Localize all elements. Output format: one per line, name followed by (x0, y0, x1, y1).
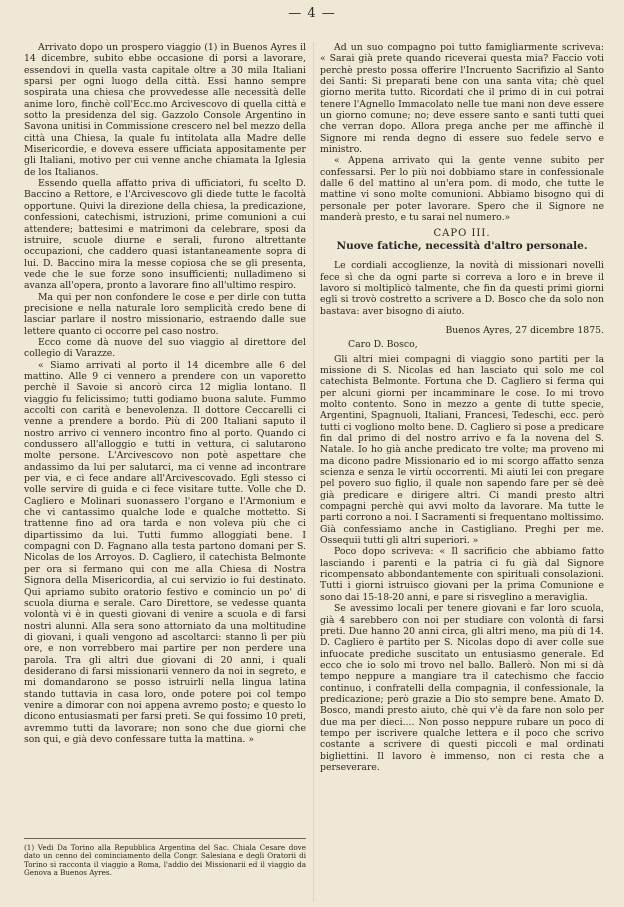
letter-dateline: Buenos Ayres, 27 dicembre 1875. (445, 324, 604, 336)
paragraph: Se avessimo locali per tenere giovani e far loro scuola, già 4 sarebbero con noi per studiare con volontà di farsi preti. Due hanno 20 anni circa, gli altri meno, ma più di 14. D. Cagliero è partito per S. Nicolas dopo di aver colle sue infuocate prediche suscitato un entusiasmo generale. Ed ecco che io solo mi trovo nel ballo. Ballerò. Non mi si dà tempo neppure a mangiare tra il catechismo che faccio continuo, i confratelli della compagnia, il confessionale, la predicazione; però grazie a Dio sto sempre bene. Amato D. Bosco, mandi presto aiuto, chè qui v'è da fare non solo per due ma per dieci.... Non posso neppure rubare un poco di tempo per iscrivere qualche lettera e il poco che scrivo costante a scrivere di questi piccoli e mal ordinati bigliettini. Il lavoro è immenso, non ci resta che a perseverare. (320, 603, 604, 773)
left-column (24, 42, 306, 745)
paragraph: « Siamo arrivati al porto il 14 dicembre alle 6 del mattino. Alle 9 ci vennero a prendere con un vaporetto perchè il Savoie si ancorò circa 12 miglia lontano. Il viaggio fu felicissimo; tutti godiamo buona salute. Fummo accolti con carità e benevolenza. Il dottore Ceccarelli ci venne a prendere a bordo. Più di 200 Italiani saputo il nostro arrivo ci vennero incontro fino al porto. Quando ci condussero all'alloggio e tutti in vettura, ci salutarono molte persone. L'Arcivescovo non potè aspettare che andassimo da lui per salutarci, ma ci venne ad incontrare per via, e ci fece andare all'Arcivescovado. Egli stesso ci volle servire di guida e ci fece visitare tutte. Volle che D. Cagliero e Molinari suonassero l'organo e l'Armonium e che vi cantassimo qualche lode e qualche mottetto. Si trattenne fino ad ora tarda e non voleva più che ci dipartissimo da lui. Tutti fummo alloggiati bene. I compagni con D. Fagnano alla testa partono domani per S. Nicolas de los Arroyos. D. Cagliero, il catechista Belmonte per ora si fermano qui con me alla Chiesa di Nostra Signora della Misericordia, al cui servizio io fui destinato. Qui apriamo subito oratorio festivo e comincio un po' di scuola diurna e serale. Caro Direttore, se vedesse quanta volontà vi è in questi giovani di venire a scuola e di farsi nostri alunni. Alla sera sono attorniato da una moltitudine di giovani, i quali vengono ad ascoltarci: stanno lì per più ore, e non vorrebbero mai partire per non perdere una parola. Tra gli altri due giovani di 20 anni, i quali desiderano di farsi missionarii vennero da noi in segreto, e mi domandarono se posso istruirli nella lingua latina stando tuttavia in casa loro, onde potere poi col tempo venire a dimorar con noi appena avremo posto; e questo lo dicono entusiasmati per farsi preti. Se qui fossimo 10 preti, avremmo tutti da lavorare; non sono che due giorni che son qui, e già devo confessare tutta la mattina. » (24, 359, 306, 745)
right-column (320, 42, 604, 773)
paragraph: Ma qui per non confondere le cose e per dirle con tutta precisione e nella naturale loro semplicità credo bene di lasciar parlare il nostro missionario, estraendo dalle sue lettere quanto ci occorre pel caso nostro. (24, 291, 306, 337)
letter-salutation: Caro D. Bosco, (348, 339, 418, 351)
paragraph: Arrivato dopo un prospero viaggio (1) in Buenos Ayres il 14 dicembre, subito ebbe occasione di porsi a lavorare, essendovi in quella vasta capitale oltre a 30 mila Italiani sparsi per ogni luogo della città. Essi hanno sempre sospirata una chiesa che provvedesse alle necessità delle anime loro, finchè coll'Ecc.mo Arcivescovo di quella città e sotto la presidenza del sig. Gazzolo Console Argentino in Savona unitisi in Commissione crescero nel bel mezzo della città una Chiesa, la quale fu intitolata alla Madre delle Misericordie, e doveva essere ufficiata appositamente per gli Italiani, motivo per cui venne anche chiamata la Iglesia de los Italianos. (24, 42, 306, 178)
paragraph: Ecco come dà nuove del suo viaggio al direttore del collegio di Varazze. (24, 336, 306, 360)
chapter-title: Nuove fatiche, necessità d'altro personale. (336, 239, 588, 252)
paragraph: Poco dopo scriveva: « Il sacrificio che abbiamo fatto lasciando i parenti e la patria ci fu già dal Signore ricompensato abbondantemente con spirituali consolazioni. Tutti i giorni istruisco giovani per la prima Comunione e sono dai 15-18-20 anni, e pare si risveglino a meraviglia. (320, 546, 604, 603)
paragraph: Gli altri miei compagni di viaggio sono partiti per la missione di S. Nicolas ed han lasciato qui solo me col catechista Belmonte. Fortuna che D. Cagliero si ferma qui per alcuni giorni per incamminare le cose. Io mi trovo molto contento. Sono in mezzo a gente di tutte specie, Argentini, Spagnuoli, Italiani, Francesi, Tedeschi, ecc. però tutti ci vogliono molto bene. D. Cagliero si pose a predicare fin dal primo di del nostro arrivo e fa la novena del S. Natale. Io ho già anche predicato tre volte; ma proveno mi ma dicono padre Missionario ed io mi scorgo affatto senza scienza e senza le virtù occorrenti. Mi aiuti lei con pregare pel povero suo figlio, il quale non sapendo fare per sè deè già predicare e dirigere altri. Ci mandi presto altri compagni perchè qui avvi molto da lavorare. Ma tutte le parti corrono a noi. I Sacramenti si frequentano moltissimo. Già confessiamo anche in Castigliano. Preghi per me. Ossequii tutti gli altri superiori. » (320, 353, 604, 547)
footnote: (1) Vedi Da Torino alla Repubblica Argentina del Sac. Chiala Cesare dove dato un cenno del cominciamento della Congr. Salesiana e degli Oratorii di Torino si racconta il viaggio a Roma, l'addio dei Missionarii ed il viaggio da Genova a Buenos Ayres. (24, 843, 306, 878)
paragraph: « Appena arrivato qui la gente venne subito per confessarsi. Per lo più noi dobbiamo stare in confessionale dalle 6 del mattino al un'era pom. di modo, che tutte le mattine vi sono molte comunioni. Abbiamo bisogno qui di personale per poter lavorare. Spero che il Signore ne manderà presto, e tu sarai nel numero.» (320, 155, 604, 224)
page-number: — 4 — (288, 6, 336, 21)
column-gutter (313, 42, 314, 902)
paragraph: Essendo quella affatto priva di ufficiatori, fu scelto D. Baccino a Rettore, e l'Arcivescovo gli diede tutte le facoltà opportune. Quivi la direzione della chiesa, la predicazione, confessioni, catechismi, istruzioni, prime comunioni a cui attendere; battesimi e matrimoni da celebrare, sposi da istruire, scuole diurne e serali, furono altrettante occupazioni, che caddero quasi istantaneamente sopra di lui. D. Baccino mira la messe copiosa che se gli presenta, vede che le sue forze sono insufficienti; nulladimeno si avanza all'opera, pronto a lavorare fino all'ultimo respiro. (24, 178, 306, 292)
paragraph: Le cordiali accoglienze, la novità di missionari novelli fece sì che da ogni parte si correva a loro e in breve il lavoro si moltiplicò talmente, che fin da questi primi giorni egli si trovò costretto a scrivere a D. Bosco che da solo non bastava: aver bisogno di aiuto. (320, 260, 604, 317)
footnote-rule (24, 838, 306, 839)
chapter-label: CAPO III. (433, 227, 491, 239)
paragraph: Ad un suo compagno poi tutto famigliarmente scriveva: « Sarai già prete quando riceverai questa mia? Faccio voti perchè presto possa offerire l'Incruento Sacrifizio al Santo dei Santi: Si preparati bene con una santa vita; chè quel giorno merita tutto. Ricordati che il primo di in cui potrai tenere l'Agnello Immacolato nelle tue mani non deve essere un giorno comune; no; deve essere santo e santi tutti quei che verran dopo. Allora prega anche per me affinchè il Signore mi renda degno di essere suo fedele servo e ministro. (320, 42, 604, 156)
